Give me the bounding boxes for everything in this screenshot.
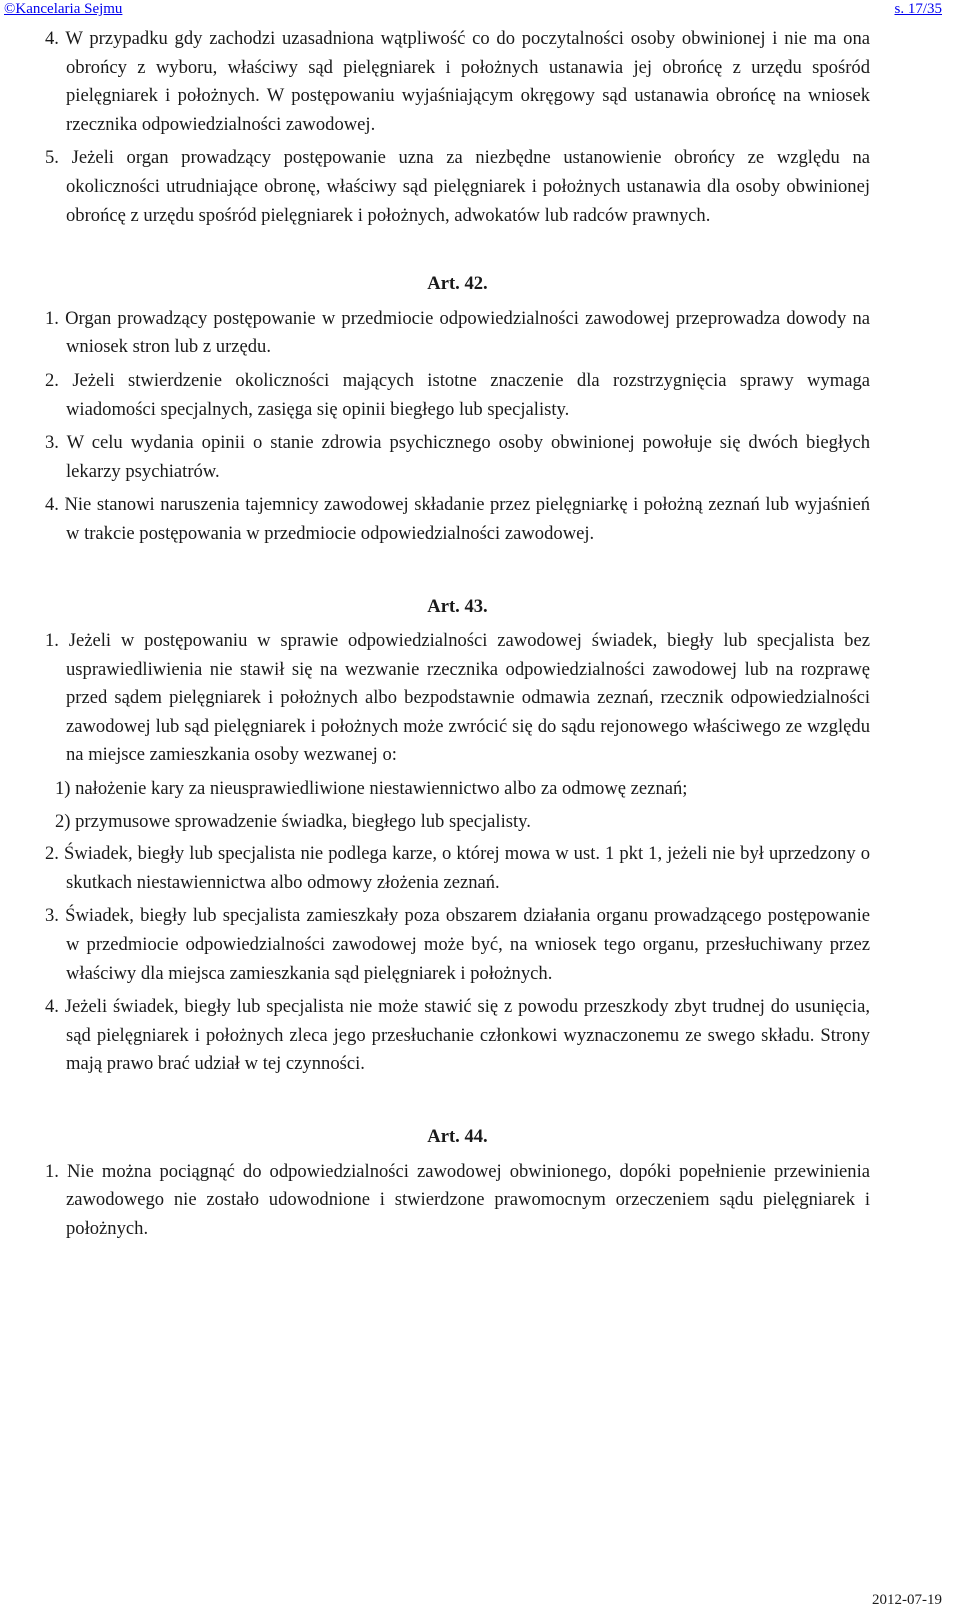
header-copyright-link[interactable]: ©Kancelaria Sejmu	[4, 1, 123, 17]
page-header	[0, 0, 960, 22]
list-item-43-1-1: 1) nałożenie kary za nieusprawiedliwione niestawiennictwo albo za odmowę zeznań;	[55, 778, 688, 800]
paragraph-43-1: 1. Jeżeli w postępowaniu w sprawie odpowiedzialności zawodowej świadek, biegły lub specjalista bez usprawiedliwienia nie stawił się na wezwanie rzecznika odpowiedzialności zawodowej lub na rozprawę przed sądem pielęgniarek i położnych albo bezpodstawnie odmawia zeznań, rzecznik odpowiedzialności zawodowej lub sąd pielęgniarek i położnych może zwrócić się do sądu rejonowego właściwego ze względu na miejsce zamieszkania osoby wezwanej o:	[45, 630, 870, 766]
paragraph-43-2: 2. Świadek, biegły lub specjalista nie podlega karze, o której mowa w ust. 1 pkt 1, jeżeli nie był uprzedzony o skutkach niestawiennictwa albo odmowy złożenia zeznań.	[45, 843, 870, 893]
paragraph-44-1: 1. Nie można pociągnąć do odpowiedzialności zawodowej obwinionego, dopóki popełnienie przewinienia zawodowego nie zostało udowodnione i stwierdzone prawomocnym orzeczeniem sądu pielęgniarek i położnych.	[45, 1160, 870, 1239]
footer-date: 2012-07-19	[872, 1592, 942, 1608]
article-heading-43: Art. 43.	[427, 595, 488, 617]
paragraph-41-4: 4. W przypadku gdy zachodzi uzasadniona wątpliwość co do poczytalności osoby obwinionej i nie ma ona obrońcy z wyboru, właściwy sąd pielęgniarek i położnych ustanawia jej obrońcę z urzędu spośród pielęgniarek i położnych. W postępowaniu wyjaśniającym okręgowy sąd ustanawia obrońcę na wniosek rzecznika odpowiedzialności zawodowej.	[45, 28, 870, 135]
paragraph-42-2: 2. Jeżeli stwierdzenie okoliczności mających istotne znaczenie dla rozstrzygnięcia sprawy wymaga wiadomości specjalnych, zasięga się opinii biegłego lub specjalisty.	[45, 369, 870, 420]
list-item-43-1-2: 2) przymusowe sprowadzenie świadka, biegłego lub specjalisty.	[55, 810, 531, 832]
document-body	[45, 25, 870, 1248]
article-heading-44: Art. 44.	[427, 1126, 488, 1147]
paragraph-42-4: 4. Nie stanowi naruszenia tajemnicy zawodowej składanie przez pielęgniarkę i położną zeznań lub wyjaśnień w trakcie postępowania w przedmiocie odpowiedzialności zawodowej.	[45, 494, 870, 544]
paragraph-42-1: 1. Organ prowadzący postępowanie w przedmiocie odpowiedzialności zawodowej przeprowadza dowody na wniosek stron lub z urzędu.	[45, 307, 870, 358]
paragraph-41-5: 5. Jeżeli organ prowadzący postępowanie uzna za niezbędne ustanowienie obrońcy ze względu na okoliczności utrudniające obronę, właściwy sąd pielęgniarek i położnych ustanawia dla osoby obwinionej obrońcę z urzędu spośród pielęgniarek i położnych, adwokatów lub radców prawnych.	[45, 147, 870, 226]
paragraph-43-3: 3. Świadek, biegły lub specjalista zamieszkały poza obszarem działania organu prowadzącego postępowanie w przedmiocie odpowiedzialności zawodowej może być, na wniosek tego organu, przesłuchiwany przez właściwy dla miejsca zamieszkania sąd pielęgniarek i położnych.	[45, 905, 870, 984]
paragraph-42-3: 3. W celu wydania opinii o stanie zdrowia psychicznego osoby obwinionej powołuje się dwóch biegłych lekarzy psychiatrów.	[45, 432, 870, 482]
header-page-number[interactable]: s. 17/35	[894, 1, 942, 17]
article-heading-42: Art. 42.	[427, 273, 488, 295]
paragraph-43-4: 4. Jeżeli świadek, biegły lub specjalista nie może stawić się z powodu przeszkody zbyt trudnej do usunięcia, sąd pielęgniarek i położnych zleca jego przesłuchanie członkowi wyznaczonemu ze swego składu. Strony mają prawo brać udział w tej czynności.	[45, 996, 870, 1075]
